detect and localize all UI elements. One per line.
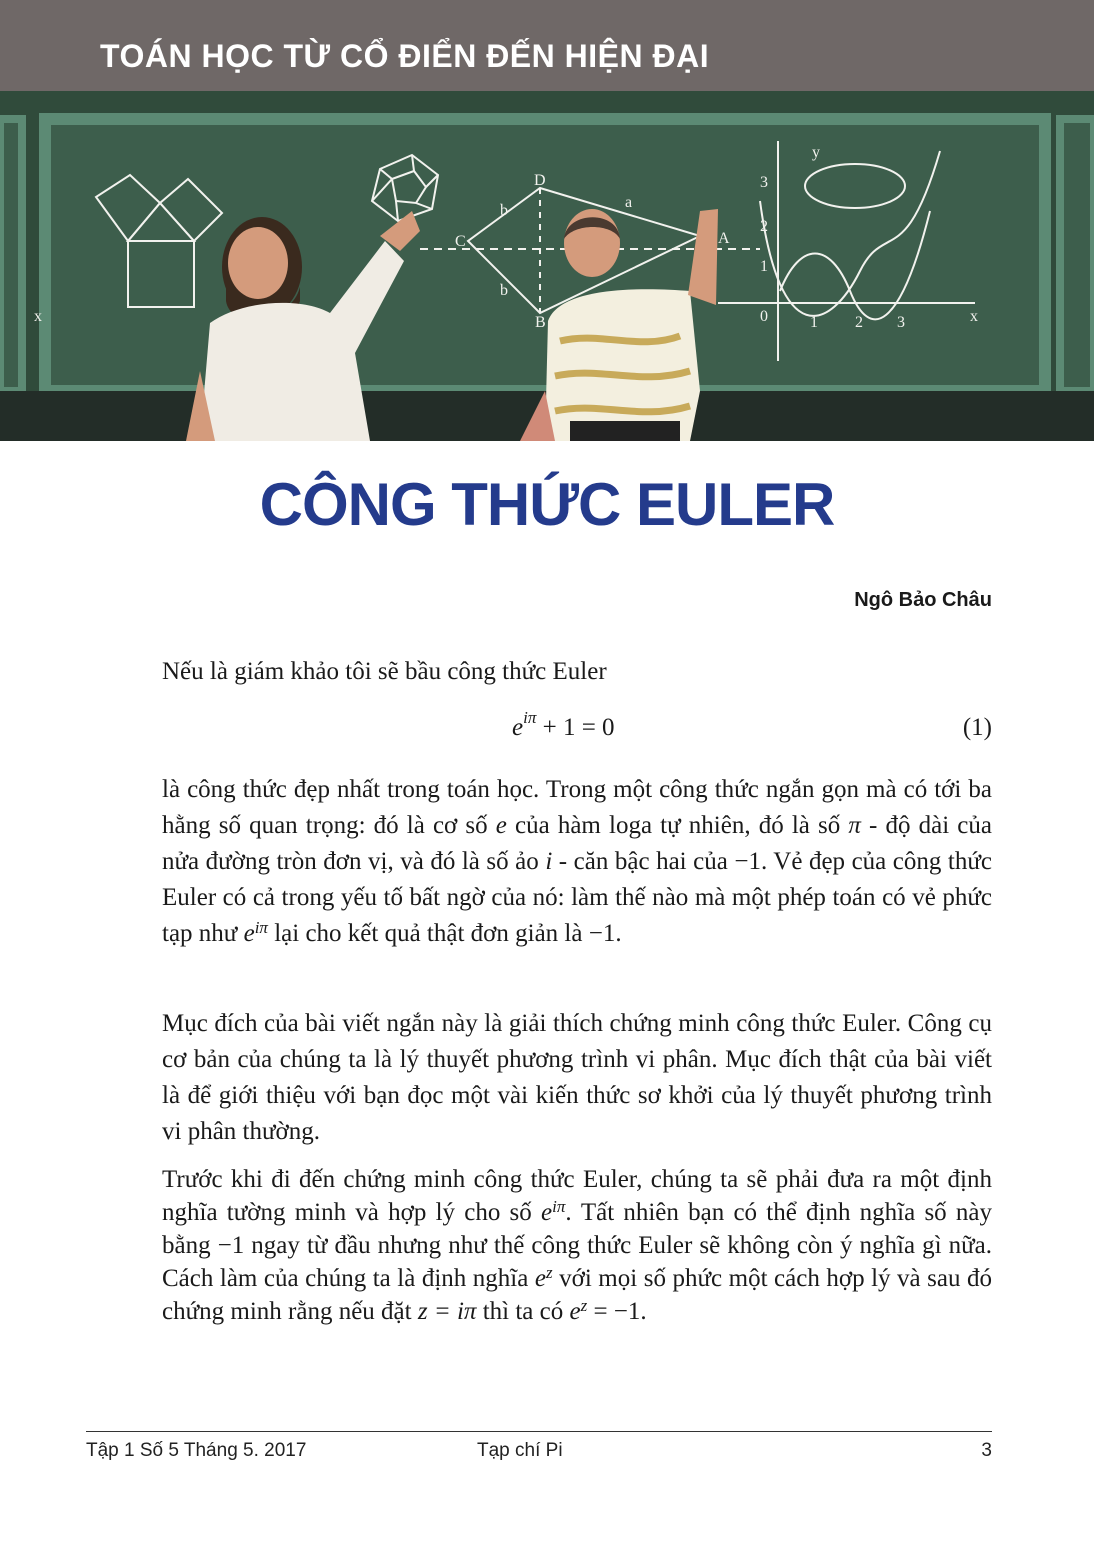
equation-formula: $e^{i\pi} + 1 = 0$ [512, 708, 615, 741]
article-title: CÔNG THỨC EULER [259, 471, 835, 538]
chalkboard-illustration [0, 91, 1094, 441]
footer-journal: Tạp chí Pi [477, 1440, 563, 1461]
equation-number: (1) [962, 714, 992, 741]
board-label-x-right: x [970, 308, 978, 325]
board-label-c: C [455, 233, 466, 250]
axis-number-x3: 3 [897, 314, 905, 331]
board-label-b2: b [500, 282, 508, 299]
intro-paragraph: Nếu là giám khảo tôi sẽ bầu công thức Euler [162, 658, 607, 685]
header-band [0, 0, 1094, 91]
chalkboard-svg [0, 91, 1094, 441]
axis-number-0: 0 [760, 308, 768, 325]
board-label-x-left: x [34, 308, 42, 325]
euler-equation [162, 708, 992, 750]
paragraph-3: Trước khi đi đến chứng minh công thức Euler, chúng ta sẽ phải đưa ra một định nghĩa tường minh và hợp lý cho số $e^{i\pi}$. Tất nhiên bạn có thể định nghĩa số này bằng −1 ngay từ đầu nhưng như thế công thức Euler sẽ không còn ý nghĩa gì nữa. Cách làm của chúng ta là định nghĩa $e^z$ với mọi số phức một cách hợp lý và sau đó chứng minh rằng nếu đặt z = iπ thì ta có $e^z = -1$. [162, 1166, 993, 1325]
axis-number-x1: 1 [810, 314, 818, 331]
paragraph-2: Mục đích của bài viết ngắn này là giải thích chứng minh công thức Euler. Công cụ cơ bản của chúng ta là lý thuyết phương trình vi phân. Mục đích thật của bài viết là để giới thiệu với bạn đọc một vài kiến thức sơ khởi của lý thuyết phương trình vi phân thường. [162, 1010, 992, 1145]
board-label-b: B [535, 314, 546, 331]
board-label-a-small: a [625, 194, 633, 211]
board-label-d: D [534, 172, 546, 189]
axis-number-3: 3 [760, 174, 768, 191]
paragraph-1: là công thức đẹp nhất trong toán học. Trong một công thức ngắn gọn mà có tới ba hằng số quan trọng: đó là cơ số e của hàm loga tự nhiên, đó là số π - độ dài của nửa đường tròn đơn vị, và đó là số ảo i - căn bậc hai của −1. Vẻ đẹp của công thức Euler có cả trong yếu tố bất ngờ của nó: làm thế nào mà một phép toán có vẻ phức tạp như $e^{i\pi}$ lại cho kết quả thật đơn giản là −1. [162, 776, 992, 947]
footer-issue: Tập 1 Số 5 Tháng 5. 2017 [86, 1440, 307, 1461]
author-name: Ngô Bảo Châu [854, 589, 992, 611]
board-label-a: A [718, 230, 730, 247]
board-label-b1: b [500, 202, 508, 219]
axis-number-x2: 2 [855, 314, 863, 331]
footer-page-number: 3 [981, 1440, 992, 1461]
series-title: TOÁN HỌC TỪ CỔ ĐIỂN ĐẾN HIỆN ĐẠI [100, 38, 710, 74]
board-label-y: y [812, 144, 820, 161]
axis-number-2: 2 [760, 218, 768, 235]
footer-divider [86, 1431, 992, 1432]
axis-number-1: 1 [760, 258, 768, 275]
